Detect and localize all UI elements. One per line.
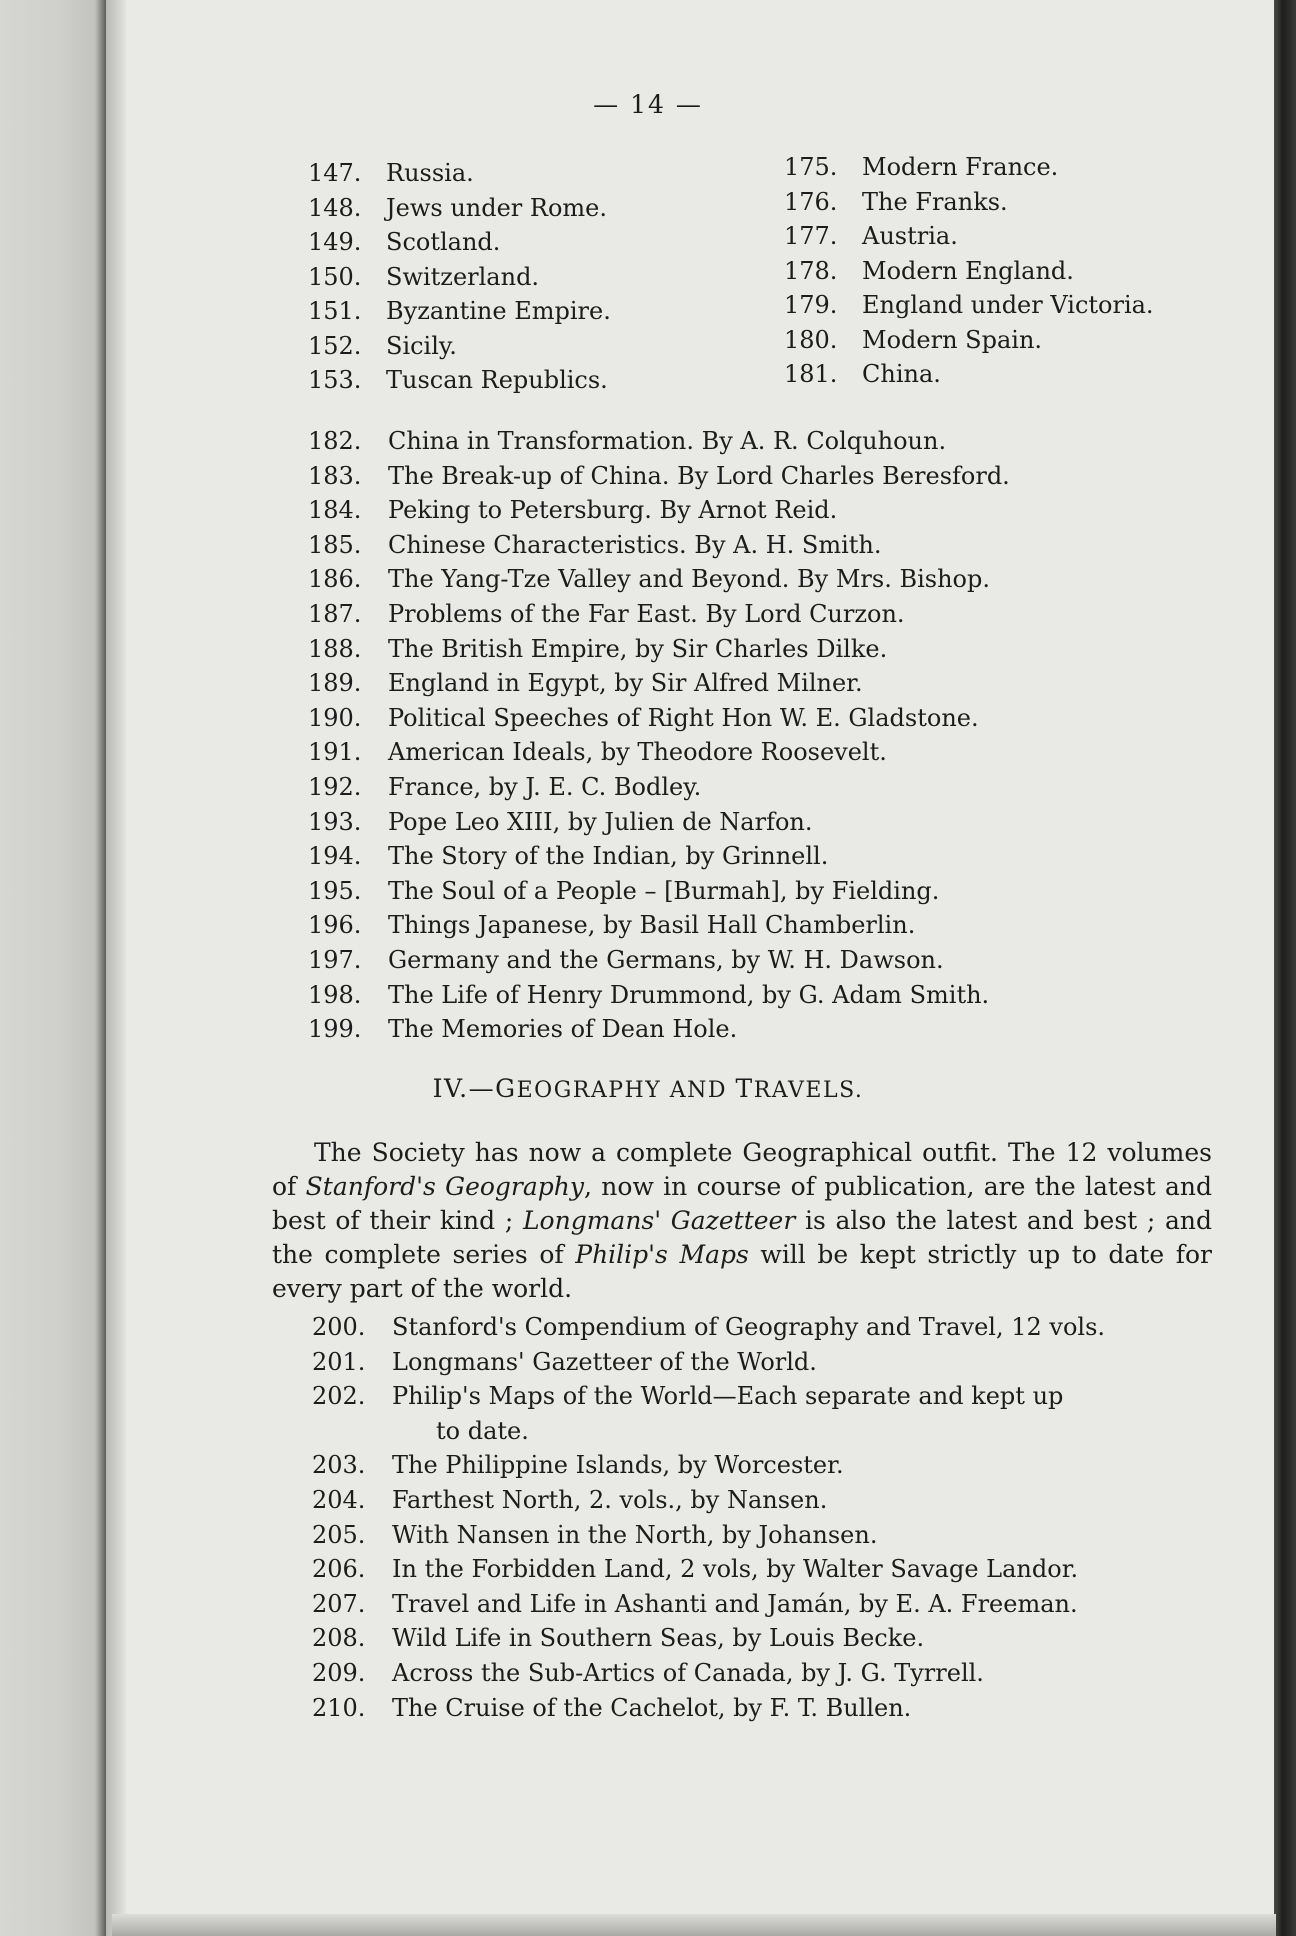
- list-item: [308, 735, 887, 769]
- item-number: 181.: [784, 360, 838, 388]
- item-number: 209.: [312, 1659, 366, 1687]
- item-title: Pope Leo XIII, by Julien de Narfon.: [388, 807, 813, 836]
- list-item: [312, 1587, 1078, 1621]
- item-number: 200.: [312, 1313, 366, 1341]
- item-number: 202.: [312, 1382, 366, 1411]
- list-item: [312, 1310, 1105, 1344]
- item-title: Modern Spain.: [862, 325, 1043, 354]
- list-item: [312, 1379, 1063, 1413]
- list-item: [308, 805, 813, 839]
- para-italic-stanford: Stanford's Geography: [305, 1172, 585, 1201]
- item-number: 187.: [308, 600, 362, 628]
- list-item: [784, 323, 1042, 357]
- list-item: [308, 874, 939, 908]
- item-title: Longmans' Gazetteer of the World.: [392, 1347, 817, 1376]
- item-title: In the Forbidden Land, 2 vols, by Walter Savage Landor.: [392, 1555, 1079, 1584]
- item-title: Byzantine Empire.: [386, 297, 611, 325]
- item-title: Sicily.: [386, 331, 457, 360]
- item-title: Switzerland.: [386, 262, 540, 291]
- item-title: The Break-up of China. By Lord Charles Beresford.: [388, 461, 1010, 490]
- list-item: [312, 1518, 877, 1552]
- item-title: China.: [862, 360, 941, 388]
- item-number: 185.: [308, 530, 362, 559]
- list-item: [436, 1414, 529, 1448]
- item-number: 194.: [308, 842, 362, 871]
- intro-paragraph: [272, 1136, 1212, 1306]
- list-item: [308, 597, 905, 631]
- item-title: Chinese Characteristics. By A. H. Smith.: [388, 530, 882, 559]
- item-title: The Life of Henry Drummond, by G. Adam Smith.: [388, 980, 990, 1009]
- item-title: Farthest North, 2. vols., by Nansen.: [392, 1486, 828, 1514]
- item-number: 191.: [308, 738, 362, 767]
- list-item: [308, 770, 701, 804]
- item-number: 147.: [308, 159, 362, 187]
- item-number: 149.: [308, 228, 362, 256]
- item-title: France, by J. E. C. Bodley.: [388, 773, 702, 801]
- item-title: Peking to Petersburg. By Arnot Reid.: [388, 496, 838, 525]
- list-item: [308, 978, 989, 1012]
- item-title: Things Japanese, by Basil Hall Chamberlin.: [388, 911, 916, 940]
- item-number: 151.: [308, 297, 362, 325]
- list-item: [784, 185, 1008, 219]
- item-number: 188.: [308, 634, 362, 663]
- item-title: Tuscan Republics.: [386, 366, 608, 394]
- list-item: [308, 943, 944, 977]
- list-item: [308, 908, 915, 942]
- para-text-1: The Society has now a complete Geographical outfit. The 12 volumes of: [272, 1138, 1212, 1201]
- para-italic-philips: Philip's Maps: [575, 1240, 749, 1269]
- item-number: 210.: [312, 1693, 366, 1722]
- item-number: 190.: [308, 703, 362, 732]
- list-item: [312, 1691, 911, 1725]
- item-number: 178.: [784, 256, 838, 285]
- list-item: [308, 191, 607, 225]
- item-number: 182.: [308, 427, 362, 455]
- list-item: [308, 1012, 737, 1046]
- list-item: [312, 1483, 827, 1517]
- list-item: [308, 666, 863, 700]
- list-item: [308, 156, 474, 190]
- page-number: — 14 —: [593, 90, 703, 119]
- item-number: 152.: [308, 331, 362, 360]
- list-item: [312, 1656, 984, 1690]
- list-item: [308, 493, 837, 527]
- item-number: 179.: [784, 291, 838, 319]
- page-gutter: [106, 0, 126, 1936]
- item-number: 203.: [312, 1451, 366, 1480]
- heading-smallcaps-1: EOGRAPHY AND: [516, 1078, 736, 1103]
- item-number: 189.: [308, 669, 362, 698]
- item-number: 206.: [312, 1555, 366, 1584]
- item-number: 207.: [312, 1589, 366, 1618]
- list-item: [308, 632, 887, 666]
- heading-initial-g: G: [495, 1074, 517, 1103]
- list-item: [308, 701, 979, 735]
- item-number: 197.: [308, 946, 362, 974]
- item-title: Political Speeches of Right Hon W. E. Gladstone.: [388, 703, 979, 732]
- list-item: [308, 363, 608, 397]
- item-title: The Story of the Indian, by Grinnell.: [388, 842, 829, 871]
- section-numeral: IV.—: [432, 1074, 496, 1103]
- item-title: Scotland.: [386, 228, 501, 256]
- list-item: [784, 288, 1154, 322]
- item-number: 199.: [308, 1015, 362, 1044]
- item-title: Wild Life in Southern Seas, by Louis Becke.: [392, 1624, 925, 1653]
- item-number: 180.: [784, 325, 838, 354]
- item-title: Modern France.: [862, 153, 1059, 181]
- item-title: Stanford's Compendium of Geography and Travel, 12 vols.: [392, 1313, 1106, 1341]
- item-title: The Yang-Tze Valley and Beyond. By Mrs. Bishop.: [388, 565, 990, 594]
- item-title: China in Transformation. By A. R. Colquhoun.: [388, 427, 947, 455]
- item-title: Austria.: [862, 222, 958, 250]
- list-item: [312, 1345, 817, 1379]
- item-title: England under Victoria.: [862, 291, 1154, 319]
- item-number: 205.: [312, 1520, 366, 1549]
- list-item: [312, 1552, 1078, 1586]
- list-item: [784, 357, 941, 391]
- para-text-2: , now in course of publication, are the latest and best of their kind ;: [272, 1172, 1212, 1235]
- page-bottom-edge: [112, 1914, 1276, 1936]
- item-title: Russia.: [386, 159, 474, 187]
- item-number: 208.: [312, 1624, 366, 1653]
- item-number: 204.: [312, 1486, 366, 1514]
- item-title: Germany and the Germans, by W. H. Dawson.: [388, 946, 944, 974]
- section-heading: [0, 1074, 1296, 1103]
- item-number: 196.: [308, 911, 362, 940]
- item-title: Jews under Rome.: [386, 193, 608, 222]
- item-title: American Ideals, by Theodore Roosevelt.: [388, 738, 887, 767]
- item-number: 177.: [784, 222, 838, 250]
- list-item: [308, 329, 457, 363]
- list-item: [784, 150, 1058, 184]
- item-number: 150.: [308, 262, 362, 291]
- item-title: The Franks.: [862, 187, 1008, 216]
- item-title: The British Empire, by Sir Charles Dilke.: [388, 634, 888, 663]
- item-number: 193.: [308, 807, 362, 836]
- list-item: [308, 294, 611, 328]
- item-number: 186.: [308, 565, 362, 594]
- item-title: With Nansen in the North, by Johansen.: [392, 1520, 878, 1549]
- item-number: 153.: [308, 366, 362, 394]
- item-number: 201.: [312, 1347, 366, 1376]
- item-number: 184.: [308, 496, 362, 525]
- list-item: [308, 562, 990, 596]
- para-text-4: will be kept strictly up to date for every part of the world.: [272, 1240, 1213, 1303]
- item-number: 195.: [308, 876, 362, 905]
- list-item: [784, 254, 1074, 288]
- list-item: [784, 219, 958, 253]
- list-item: [308, 260, 539, 294]
- item-title: The Cruise of the Cachelot, by F. T. Bullen.: [392, 1693, 912, 1722]
- item-number: 183.: [308, 461, 362, 490]
- item-number: 176.: [784, 187, 838, 216]
- page-edge: [1274, 0, 1296, 1936]
- book-spine: [0, 0, 112, 1936]
- list-item: [308, 459, 1010, 493]
- item-number: 192.: [308, 773, 362, 801]
- item-title: to date.: [436, 1416, 529, 1445]
- item-title: Philip's Maps of the World—Each separate and kept up: [392, 1382, 1064, 1411]
- item-title: The Soul of a People – [Burmah], by Fielding.: [388, 876, 940, 905]
- para-text-3: is also the latest and best ; and the complete series of: [272, 1206, 1213, 1269]
- item-number: 175.: [784, 153, 838, 181]
- list-item: [308, 424, 946, 458]
- item-title: Problems of the Far East. By Lord Curzon.: [388, 600, 905, 628]
- list-item: [308, 839, 828, 873]
- heading-initial-t: T: [735, 1074, 754, 1103]
- item-title: Across the Sub-Artics of Canada, by J. G. Tyrrell.: [392, 1659, 984, 1687]
- item-number: 198.: [308, 980, 362, 1009]
- item-title: England in Egypt, by Sir Alfred Milner.: [388, 669, 863, 698]
- list-item: [308, 225, 500, 259]
- list-item: [308, 528, 882, 562]
- item-title: The Philippine Islands, by Worcester.: [392, 1451, 844, 1480]
- list-item: [312, 1621, 924, 1655]
- item-title: The Memories of Dean Hole.: [388, 1015, 738, 1044]
- item-title: Modern England.: [862, 256, 1074, 285]
- item-number: 148.: [308, 193, 362, 222]
- list-item: [312, 1448, 844, 1482]
- para-italic-longmans: Longmans' Gazetteer: [522, 1206, 796, 1235]
- heading-smallcaps-2: RAVELS.: [753, 1078, 864, 1103]
- item-title: Travel and Life in Ashanti and Jamán, by E. A. Freeman.: [392, 1589, 1078, 1618]
